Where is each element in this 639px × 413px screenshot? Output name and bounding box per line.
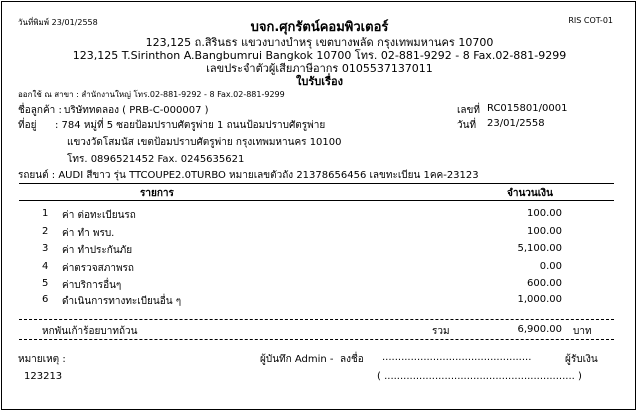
currency-label: บาท (573, 326, 592, 337)
row-amount: 100.00 (527, 208, 562, 219)
total-top-rule (19, 319, 614, 320)
table-header-rule (19, 200, 614, 201)
document-title: ใบรับเรื่อง (296, 75, 343, 88)
doc-no-value: RC015801/0001 (487, 103, 568, 114)
row-amount: 0.00 (539, 261, 562, 272)
row-no: 6 (42, 294, 49, 305)
branch-info: ออกใช้ ณ สาขา : สำนักงานใหญ่ โทร.02-881-9292 - 8 Fax.02-881-9299 (18, 90, 285, 99)
row-description: ค่า ทำประกันภัย (62, 245, 133, 256)
form-code: RIS COT-01 (568, 16, 613, 25)
row-description: ดำเนินการทางทะเบียนอื่น ๆ (62, 296, 182, 307)
customer-name-label: ชื่อลูกค้า : (18, 105, 62, 116)
row-no: 2 (42, 226, 49, 237)
receiver-label: ผู้รับเงิน (565, 354, 598, 365)
row-no: 1 (42, 208, 49, 219)
row-amount: 5,100.00 (517, 243, 562, 254)
customer-name: บริษัททดลอง ( PRB-C-000007 ) (64, 105, 209, 116)
remark-label: หมายเหตุ : (18, 354, 66, 365)
signer-name-line: ( ............................................................ ) (377, 371, 582, 382)
vehicle-info: รถยนต์ : AUDI สีขาว รุ่น TTCOUPE2.0TURBO หมายเลขตัวถัง 21378656456 เลขทะเบียน 1คค-23123 (18, 170, 479, 181)
row-description: ค่าตรวจสภาพรถ (62, 263, 134, 274)
total-bottom-rule (19, 339, 614, 340)
company-address-en: 123,125 T.Sirinthon A.Bangbumrui Bangkok 10700 โทร. 02-881-9292 - 8 Fax.02-881-9299 (72, 49, 567, 62)
row-amount: 1,000.00 (517, 294, 562, 305)
company-name: บจก.ศุกรัตน์คอมพิวเตอร์ (250, 20, 389, 35)
address-line-1: : 784 หมู่ที่ 5 ซอยป้อมปราบศัตรูพ่าย 1 ถนนป้อมปราบศัตรูพ่าย (55, 120, 326, 131)
row-description: ค่า ทำ พรบ. (62, 228, 115, 239)
row-no: 3 (42, 243, 49, 254)
signature-label: ลงชื่อ (340, 354, 364, 365)
remark-value: 123213 (24, 371, 63, 382)
doc-no-label: เลขที่ (457, 105, 480, 116)
column-header-amount: จำนวนเงิน (507, 188, 553, 199)
recorder-info: ผู้บันทึก Admin - (260, 354, 334, 365)
total-label: รวม (432, 326, 450, 337)
address-line-2: แขวงวัดโสมนัส เขตป้อมปราบศัตรูพ่าย กรุงเทพมหานคร 10100 (67, 137, 342, 148)
row-description: ค่า ต่อทะเบียนรถ (62, 210, 136, 221)
print-date: วันที่พิมพ์ 23/01/2558 (18, 18, 98, 27)
table-top-rule (19, 183, 614, 184)
row-no: 5 (42, 278, 49, 289)
phone-line: โทร. 0896521452 Fax. 0245635621 (67, 154, 245, 165)
tax-id: เลขประจำตัวผู้เสียภาษีอากร 0105537137011 (206, 62, 433, 75)
row-amount: 600.00 (527, 278, 562, 289)
row-no: 4 (42, 261, 49, 272)
amount-in-words: หกพันเก้าร้อยบาทถ้วน (42, 326, 138, 337)
row-amount: 100.00 (527, 226, 562, 237)
column-header-items: รายการ (140, 188, 174, 199)
signature-line: ............................................... (382, 352, 532, 363)
receipt-document (1, 1, 636, 410)
date-label: วันที่ (457, 120, 477, 131)
address-label: ที่อยู่ (18, 120, 37, 131)
row-description: ค่าบริการอื่นๆ (62, 280, 122, 291)
total-value: 6,900.00 (517, 324, 562, 335)
date-value: 23/01/2558 (487, 118, 545, 129)
company-address-th: 123,125 ถ.สิรินธร แขวงบางบำหรุ เขตบางพลัด กรุงเทพมหานคร 10700 (145, 36, 494, 49)
